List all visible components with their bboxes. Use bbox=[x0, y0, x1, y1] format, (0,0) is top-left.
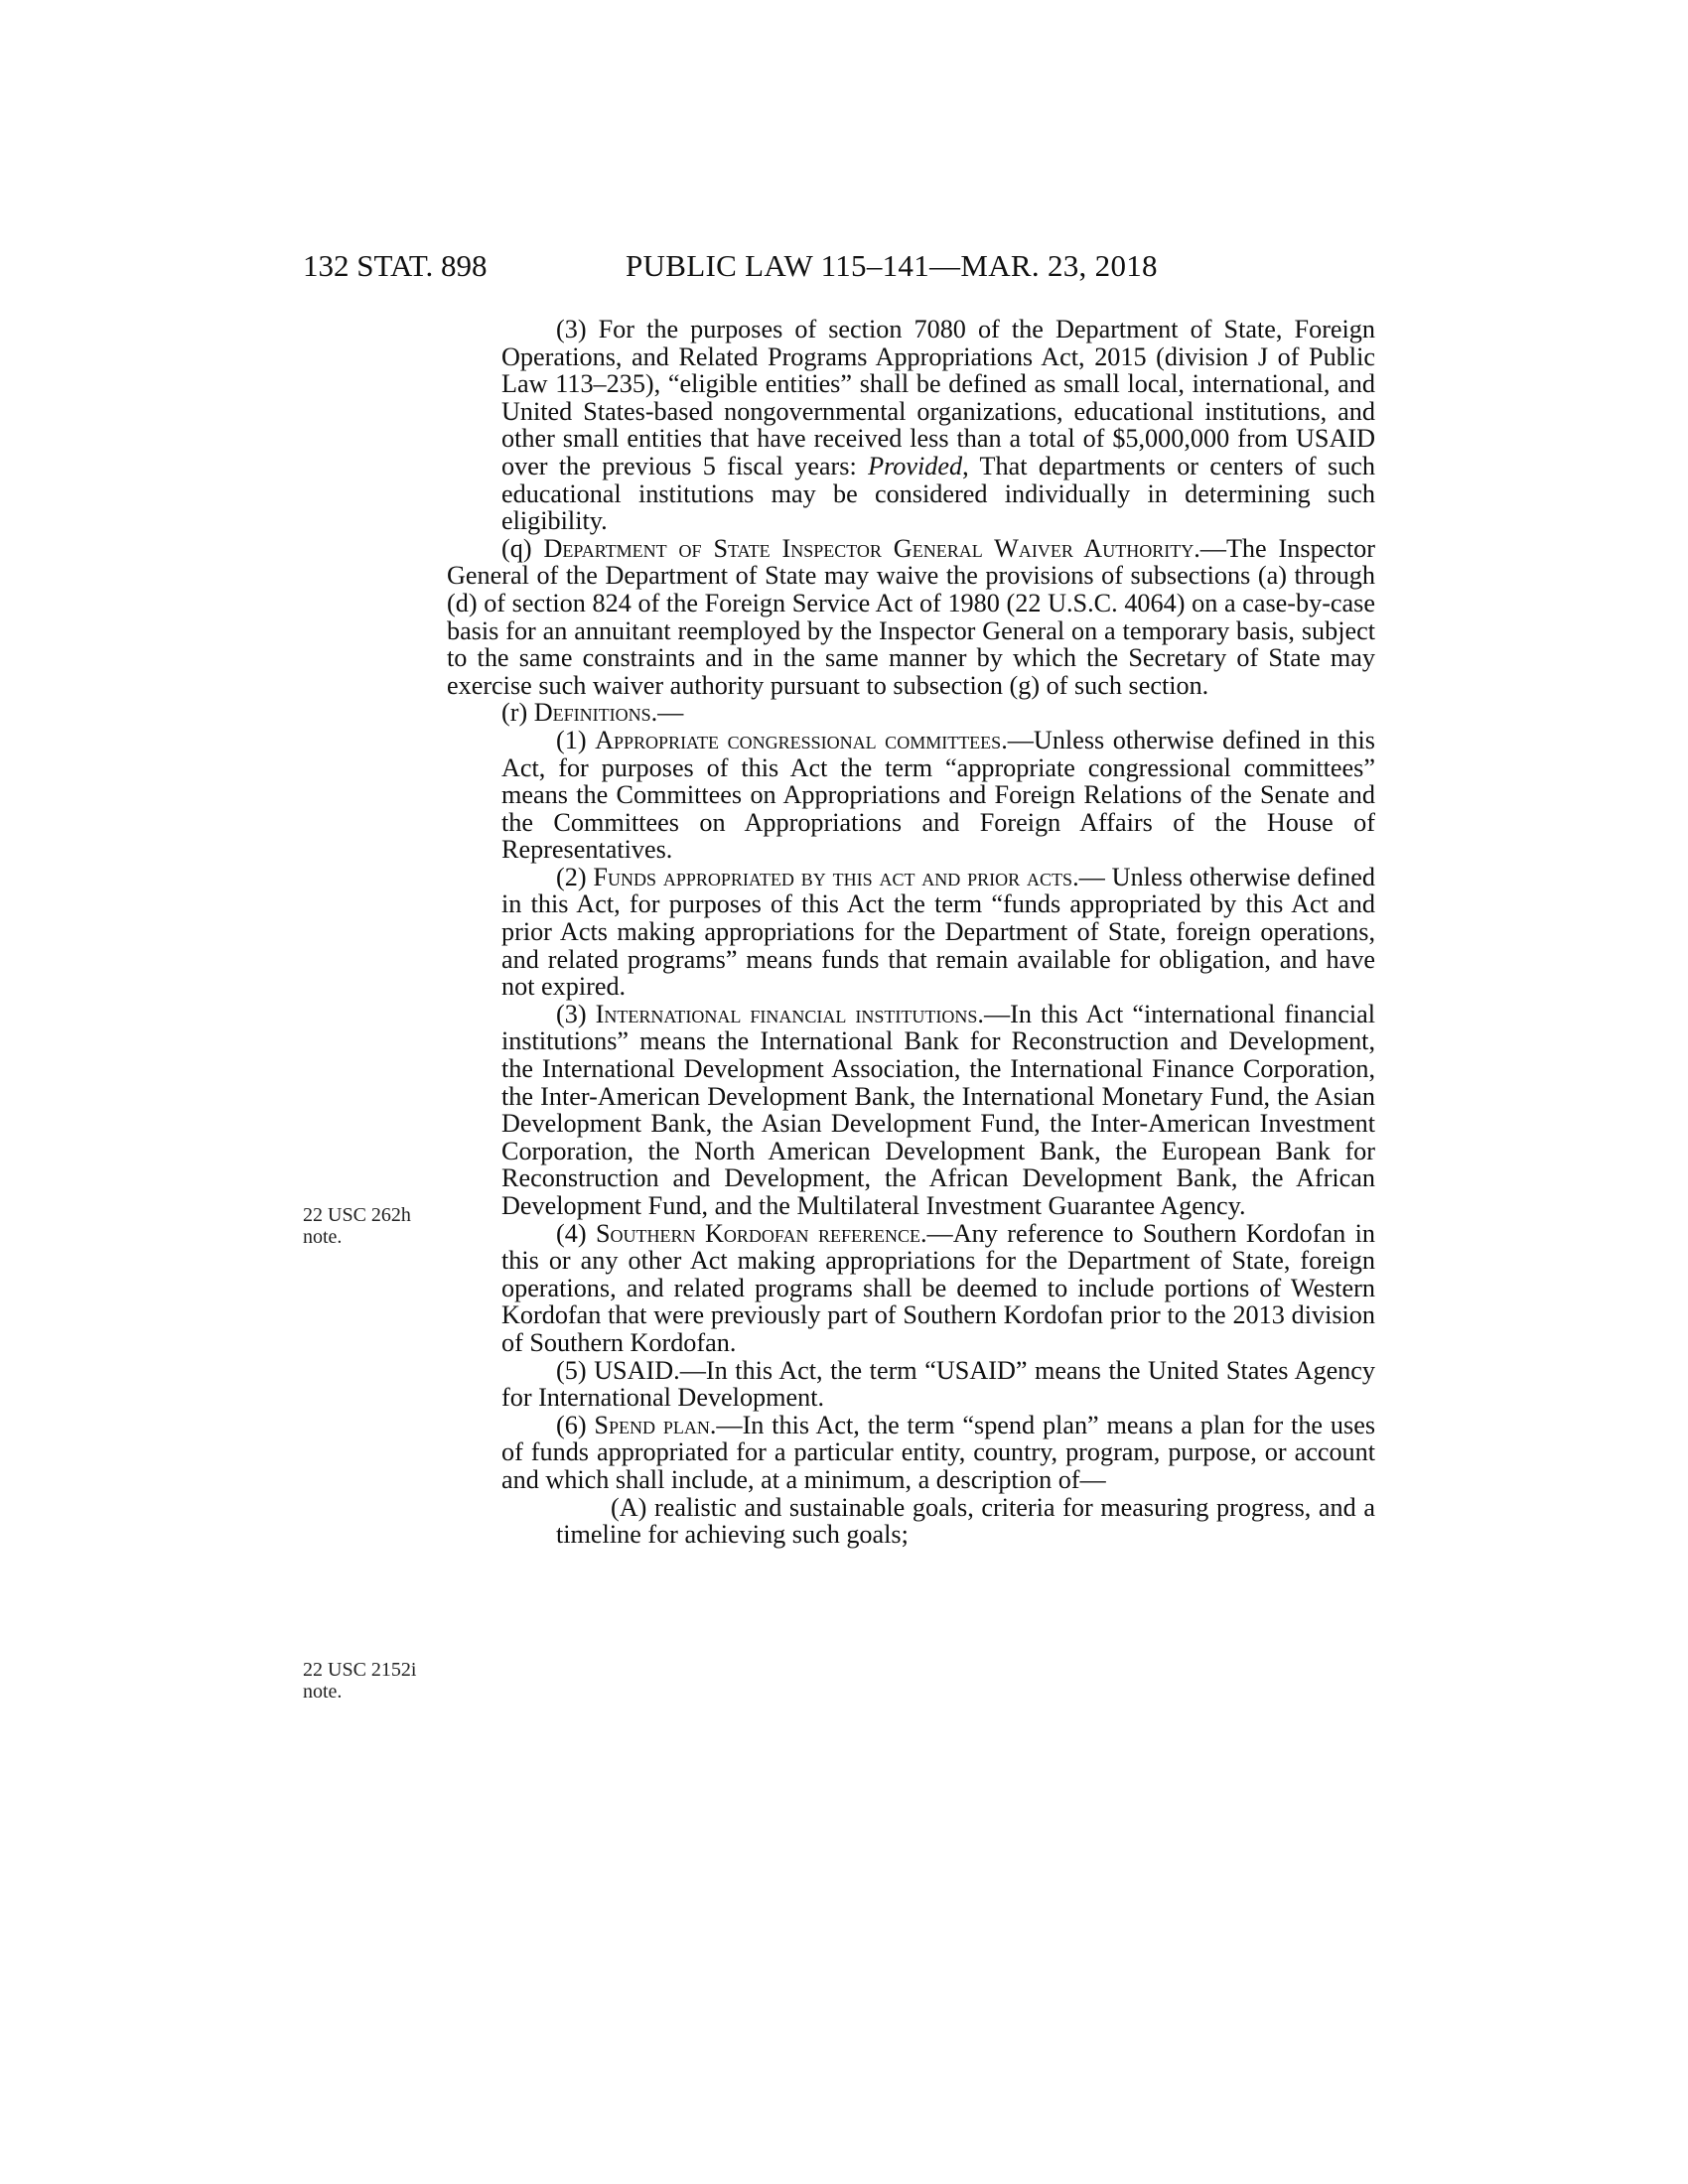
margin-note-suffix: note. bbox=[303, 1681, 343, 1703]
subsection-q-label: (q) bbox=[501, 533, 532, 563]
definition-5: (5) USAID.—In this Act, the term “USAID” means the United States Agency for International Development. bbox=[501, 1355, 1375, 1413]
definition-3: (3) International financial institutions.—In this Act “international financial institutions” means the International Bank for Reconstruction and Development, the International Development Association, the International Finance Corporation, the Inter-American Development Bank, the International Monetary Fund, the Asian Development Bank, the Asian Development Fund, the Inter-American Investment Corporation, the North American Development Bank, the European Bank for Reconstruction and Development, the African Development Bank, the African Development Fund, and the Multilateral Investment Guarantee Agency. bbox=[501, 999, 1375, 1220]
statute-page-number: 132 STAT. 898 bbox=[303, 248, 488, 283]
document-body bbox=[447, 315, 1376, 1550]
definition-3-heading: International financial institutions bbox=[595, 999, 978, 1028]
subsection-q-text: .—The Inspector General of the Department of State may waive the provisions of subsections (a) through (d) of section 824 of the Foreign Service Act of 1980 (22 U.S.C. 4064) on a case-by-case basis for an annuitant reemployed by the Inspector General on a temporary basis, subject to the same constraints and in the same manner by which the Secretary of State may exercise such waiver authority pursuant to subsection (g) of such section. bbox=[447, 533, 1375, 700]
definition-2: (2) Funds appropriated by this act and prior acts.— Unless otherwise defined in this Act, for purposes of this Act the term “funds appropriated by this Act and prior Acts making appropriations for the Department of State, foreign operations, and related programs” means funds that remain available for obligation, and have not expired. bbox=[501, 862, 1375, 1002]
law-title: PUBLIC LAW 115–141—MAR. 23, 2018 bbox=[626, 248, 1158, 283]
subsection-q bbox=[447, 535, 1375, 700]
subsection-q-heading: Department of State Inspector General Waiver Authority bbox=[543, 533, 1195, 563]
page-header bbox=[303, 246, 1375, 286]
definition-6-heading: Spend plan bbox=[594, 1410, 710, 1439]
margin-note-usc-2152i bbox=[303, 1659, 442, 1703]
definition-6: (6) Spend plan.—In this Act, the term “spend plan” means a plan for the uses of funds appropriated for a particular entity, country, program, purpose, or account and which shall include, at a minimum, a description of— bbox=[501, 1410, 1376, 1494]
margin-note-usc-262h bbox=[303, 1204, 442, 1248]
definition-1-heading: Appropriate congressional committees bbox=[595, 725, 1002, 754]
definition-4: (4) Southern Kordofan reference.—Any reference to Southern Kordofan in this or any other Act making appropriations for the Department of State, foreign operations, and related programs shall be deemed to include portions of Western Kordofan that were previously part of Southern Kordofan prior to the 2013 division of Southern Kordofan. bbox=[501, 1218, 1376, 1357]
subsection-r-heading: Definitions bbox=[533, 698, 651, 728]
definition-2-heading: Funds appropriated by this act and prior acts bbox=[593, 862, 1073, 891]
margin-note-citation: 22 USC 262h bbox=[303, 1204, 411, 1226]
subsection-r: (r) Definitions.— bbox=[501, 698, 684, 728]
paragraph-3-eligible-entities: (3) For the purposes of section 7080 of the Department of State, Foreign Operations, and Related Programs Appropriations Act, 2015 (division J of Public Law 113–235), “eligible entities” shall be defined as small local, international, and United States-based nongovernmental organizations, educational institutions, and other small entities that have received less than a total of $5,000,000 from USAID over the previous 5 fiscal years: Provided, That departments or centers of such educational institutions may be considered individually in determining such eligibility. bbox=[501, 315, 1375, 536]
definition-4-heading: Southern Kordofan reference bbox=[595, 1218, 920, 1248]
definition-5-heading: USAID bbox=[594, 1355, 674, 1385]
italic-provided: Provided bbox=[868, 451, 963, 480]
definition-6-clause-a: (A) realistic and sustainable goals, criteria for measuring progress, and a timeline for achieving such goals; bbox=[556, 1492, 1375, 1550]
margin-note-citation: 22 USC 2152i bbox=[303, 1659, 417, 1681]
definition-1: (1) Appropriate congressional committees.—Unless otherwise defined in this Act, for purposes of this Act the term “appropriate congressional committees” means the Committees on Appropriations and Foreign Relations of the Senate and the Committees on Appropriations and Foreign Affairs of the House of Representatives. bbox=[501, 725, 1375, 865]
subsection-r-label: (r) bbox=[501, 698, 528, 728]
margin-note-suffix: note. bbox=[303, 1226, 343, 1248]
